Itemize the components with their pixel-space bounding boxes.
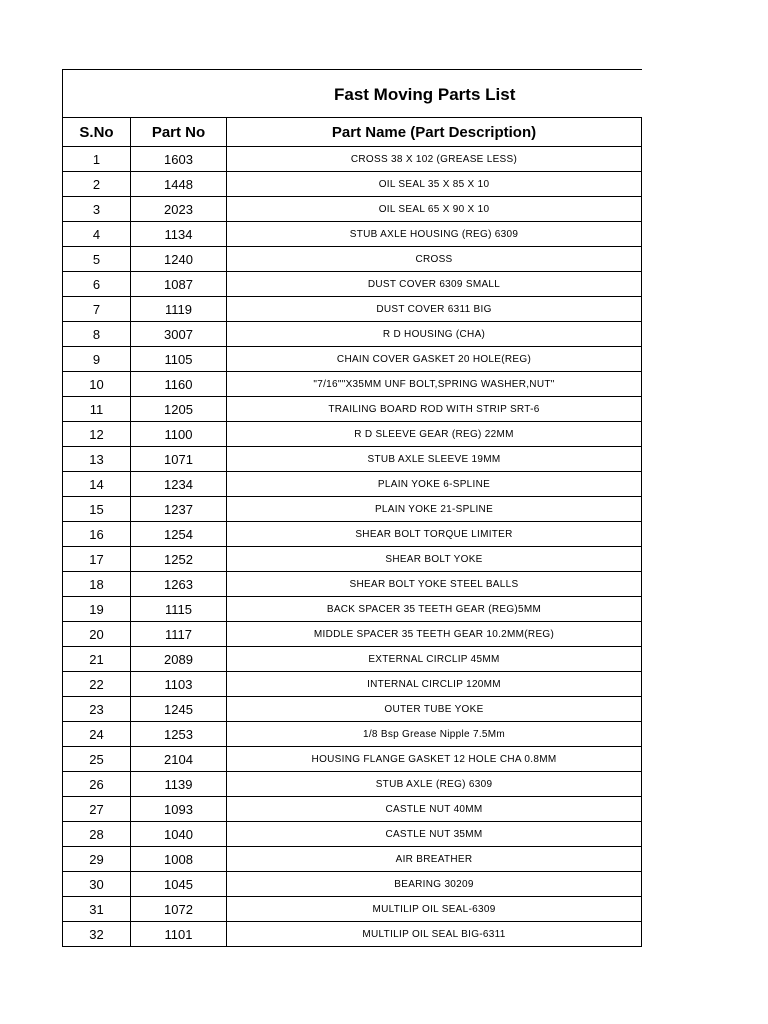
row-sno: 2: [63, 172, 131, 197]
row-sno: 32: [63, 922, 131, 947]
row-part-name: DUST COVER 6309 SMALL: [227, 272, 642, 297]
table-row: [63, 397, 642, 422]
row-part-no: 1139: [131, 772, 227, 797]
row-part-no: 1103: [131, 672, 227, 697]
table-row: [63, 422, 642, 447]
row-sno: 24: [63, 722, 131, 747]
table-row: [63, 147, 642, 172]
row-sno: 22: [63, 672, 131, 697]
table-row: [63, 497, 642, 522]
row-sno: 9: [63, 347, 131, 372]
table-row: [63, 622, 642, 647]
row-part-name: HOUSING FLANGE GASKET 12 HOLE CHA 0.8MM: [227, 747, 642, 772]
row-sno: 29: [63, 847, 131, 872]
row-sno: 26: [63, 772, 131, 797]
row-part-name: CASTLE NUT 40MM: [227, 797, 642, 822]
row-part-no: 1245: [131, 697, 227, 722]
table-row: [63, 522, 642, 547]
row-part-no: 1134: [131, 222, 227, 247]
table-row: [63, 547, 642, 572]
row-part-name: STUB AXLE HOUSING (REG) 6309: [227, 222, 642, 247]
table-row: [63, 472, 642, 497]
table-row: [63, 797, 642, 822]
row-part-no: 2023: [131, 197, 227, 222]
table-row: [63, 647, 642, 672]
row-part-name: R D SLEEVE GEAR (REG) 22MM: [227, 422, 642, 447]
parts-list-sheet: [62, 69, 641, 947]
row-sno: 19: [63, 597, 131, 622]
header-part-no: Part No: [131, 118, 227, 147]
row-part-no: 1087: [131, 272, 227, 297]
row-part-no: 1071: [131, 447, 227, 472]
table-row: [63, 172, 642, 197]
table-row: [63, 297, 642, 322]
row-sno: 3: [63, 197, 131, 222]
table-row: [63, 447, 642, 472]
header-row: [63, 118, 642, 147]
row-sno: 4: [63, 222, 131, 247]
row-part-name: PLAIN YOKE 6-SPLINE: [227, 472, 642, 497]
row-part-no: 1234: [131, 472, 227, 497]
row-sno: 30: [63, 872, 131, 897]
row-sno: 27: [63, 797, 131, 822]
row-part-no: 1160: [131, 372, 227, 397]
row-part-name: SHEAR BOLT YOKE STEEL BALLS: [227, 572, 642, 597]
row-part-name: PLAIN YOKE 21-SPLINE: [227, 497, 642, 522]
row-sno: 14: [63, 472, 131, 497]
row-part-no: 2104: [131, 747, 227, 772]
row-sno: 18: [63, 572, 131, 597]
table-row: [63, 722, 642, 747]
row-part-no: 1101: [131, 922, 227, 947]
table-row: [63, 572, 642, 597]
table-row: [63, 697, 642, 722]
row-part-no: 1115: [131, 597, 227, 622]
table-row: [63, 247, 642, 272]
row-part-name: CROSS 38 X 102 (GREASE LESS): [227, 147, 642, 172]
row-sno: 21: [63, 647, 131, 672]
row-part-name: MULTILIP OIL SEAL-6309: [227, 897, 642, 922]
title-row: [63, 70, 642, 118]
row-sno: 7: [63, 297, 131, 322]
row-sno: 8: [63, 322, 131, 347]
row-sno: 1: [63, 147, 131, 172]
table-row: [63, 347, 642, 372]
row-part-no: 3007: [131, 322, 227, 347]
table-row: [63, 272, 642, 297]
table-row: [63, 922, 642, 947]
table-row: [63, 372, 642, 397]
row-part-name: TRAILING BOARD ROD WITH STRIP SRT-6: [227, 397, 642, 422]
row-part-no: 1237: [131, 497, 227, 522]
table-row: [63, 772, 642, 797]
row-part-no: 1603: [131, 147, 227, 172]
row-part-name: STUB AXLE SLEEVE 19MM: [227, 447, 642, 472]
row-part-name: SHEAR BOLT YOKE: [227, 547, 642, 572]
row-sno: 13: [63, 447, 131, 472]
table-row: [63, 822, 642, 847]
table-row: [63, 897, 642, 922]
page-title: Fast Moving Parts List: [63, 70, 642, 118]
row-part-no: 1040: [131, 822, 227, 847]
row-part-no: 1263: [131, 572, 227, 597]
row-part-no: 1205: [131, 397, 227, 422]
header-part-name: Part Name (Part Description): [227, 118, 642, 147]
row-sno: 6: [63, 272, 131, 297]
row-sno: 17: [63, 547, 131, 572]
row-part-no: 1252: [131, 547, 227, 572]
row-part-no: 1093: [131, 797, 227, 822]
row-part-no: 1119: [131, 297, 227, 322]
table-row: [63, 872, 642, 897]
row-part-no: 1448: [131, 172, 227, 197]
row-part-name: OIL SEAL 65 X 90 X 10: [227, 197, 642, 222]
row-part-name: MULTILIP OIL SEAL BIG-6311: [227, 922, 642, 947]
row-sno: 23: [63, 697, 131, 722]
row-part-no: 1254: [131, 522, 227, 547]
table-row: [63, 197, 642, 222]
row-part-name: CROSS: [227, 247, 642, 272]
row-part-name: OUTER TUBE YOKE: [227, 697, 642, 722]
table-body: [63, 147, 642, 947]
row-part-name: CHAIN COVER GASKET 20 HOLE(REG): [227, 347, 642, 372]
table-row: [63, 847, 642, 872]
row-part-no: 1008: [131, 847, 227, 872]
row-part-name: STUB AXLE (REG) 6309: [227, 772, 642, 797]
row-part-name: DUST COVER 6311 BIG: [227, 297, 642, 322]
table-row: [63, 747, 642, 772]
parts-table: [62, 69, 642, 947]
table-row: [63, 672, 642, 697]
row-part-name: 1/8 Bsp Grease Nipple 7.5Mm: [227, 722, 642, 747]
row-part-no: 1100: [131, 422, 227, 447]
row-part-name: MIDDLE SPACER 35 TEETH GEAR 10.2MM(REG): [227, 622, 642, 647]
table-row: [63, 222, 642, 247]
row-sno: 11: [63, 397, 131, 422]
row-part-no: 1240: [131, 247, 227, 272]
header-sno: S.No: [63, 118, 131, 147]
row-sno: 20: [63, 622, 131, 647]
row-part-name: R D HOUSING (CHA): [227, 322, 642, 347]
row-part-no: 1045: [131, 872, 227, 897]
row-part-name: BACK SPACER 35 TEETH GEAR (REG)5MM: [227, 597, 642, 622]
row-part-name: AIR BREATHER: [227, 847, 642, 872]
row-part-no: 1253: [131, 722, 227, 747]
row-part-name: SHEAR BOLT TORQUE LIMITER: [227, 522, 642, 547]
row-sno: 12: [63, 422, 131, 447]
row-part-name: INTERNAL CIRCLIP 120MM: [227, 672, 642, 697]
row-part-no: 1105: [131, 347, 227, 372]
row-part-name: CASTLE NUT 35MM: [227, 822, 642, 847]
row-sno: 10: [63, 372, 131, 397]
row-part-no: 2089: [131, 647, 227, 672]
row-sno: 31: [63, 897, 131, 922]
row-part-no: 1072: [131, 897, 227, 922]
row-part-no: 1117: [131, 622, 227, 647]
row-sno: 28: [63, 822, 131, 847]
table-row: [63, 322, 642, 347]
row-sno: 15: [63, 497, 131, 522]
row-sno: 25: [63, 747, 131, 772]
row-part-name: EXTERNAL CIRCLIP 45MM: [227, 647, 642, 672]
table-row: [63, 597, 642, 622]
row-part-name: OIL SEAL 35 X 85 X 10: [227, 172, 642, 197]
row-part-name: BEARING 30209: [227, 872, 642, 897]
row-sno: 5: [63, 247, 131, 272]
row-sno: 16: [63, 522, 131, 547]
row-part-name: "7/16""X35MM UNF BOLT,SPRING WASHER,NUT": [227, 372, 642, 397]
